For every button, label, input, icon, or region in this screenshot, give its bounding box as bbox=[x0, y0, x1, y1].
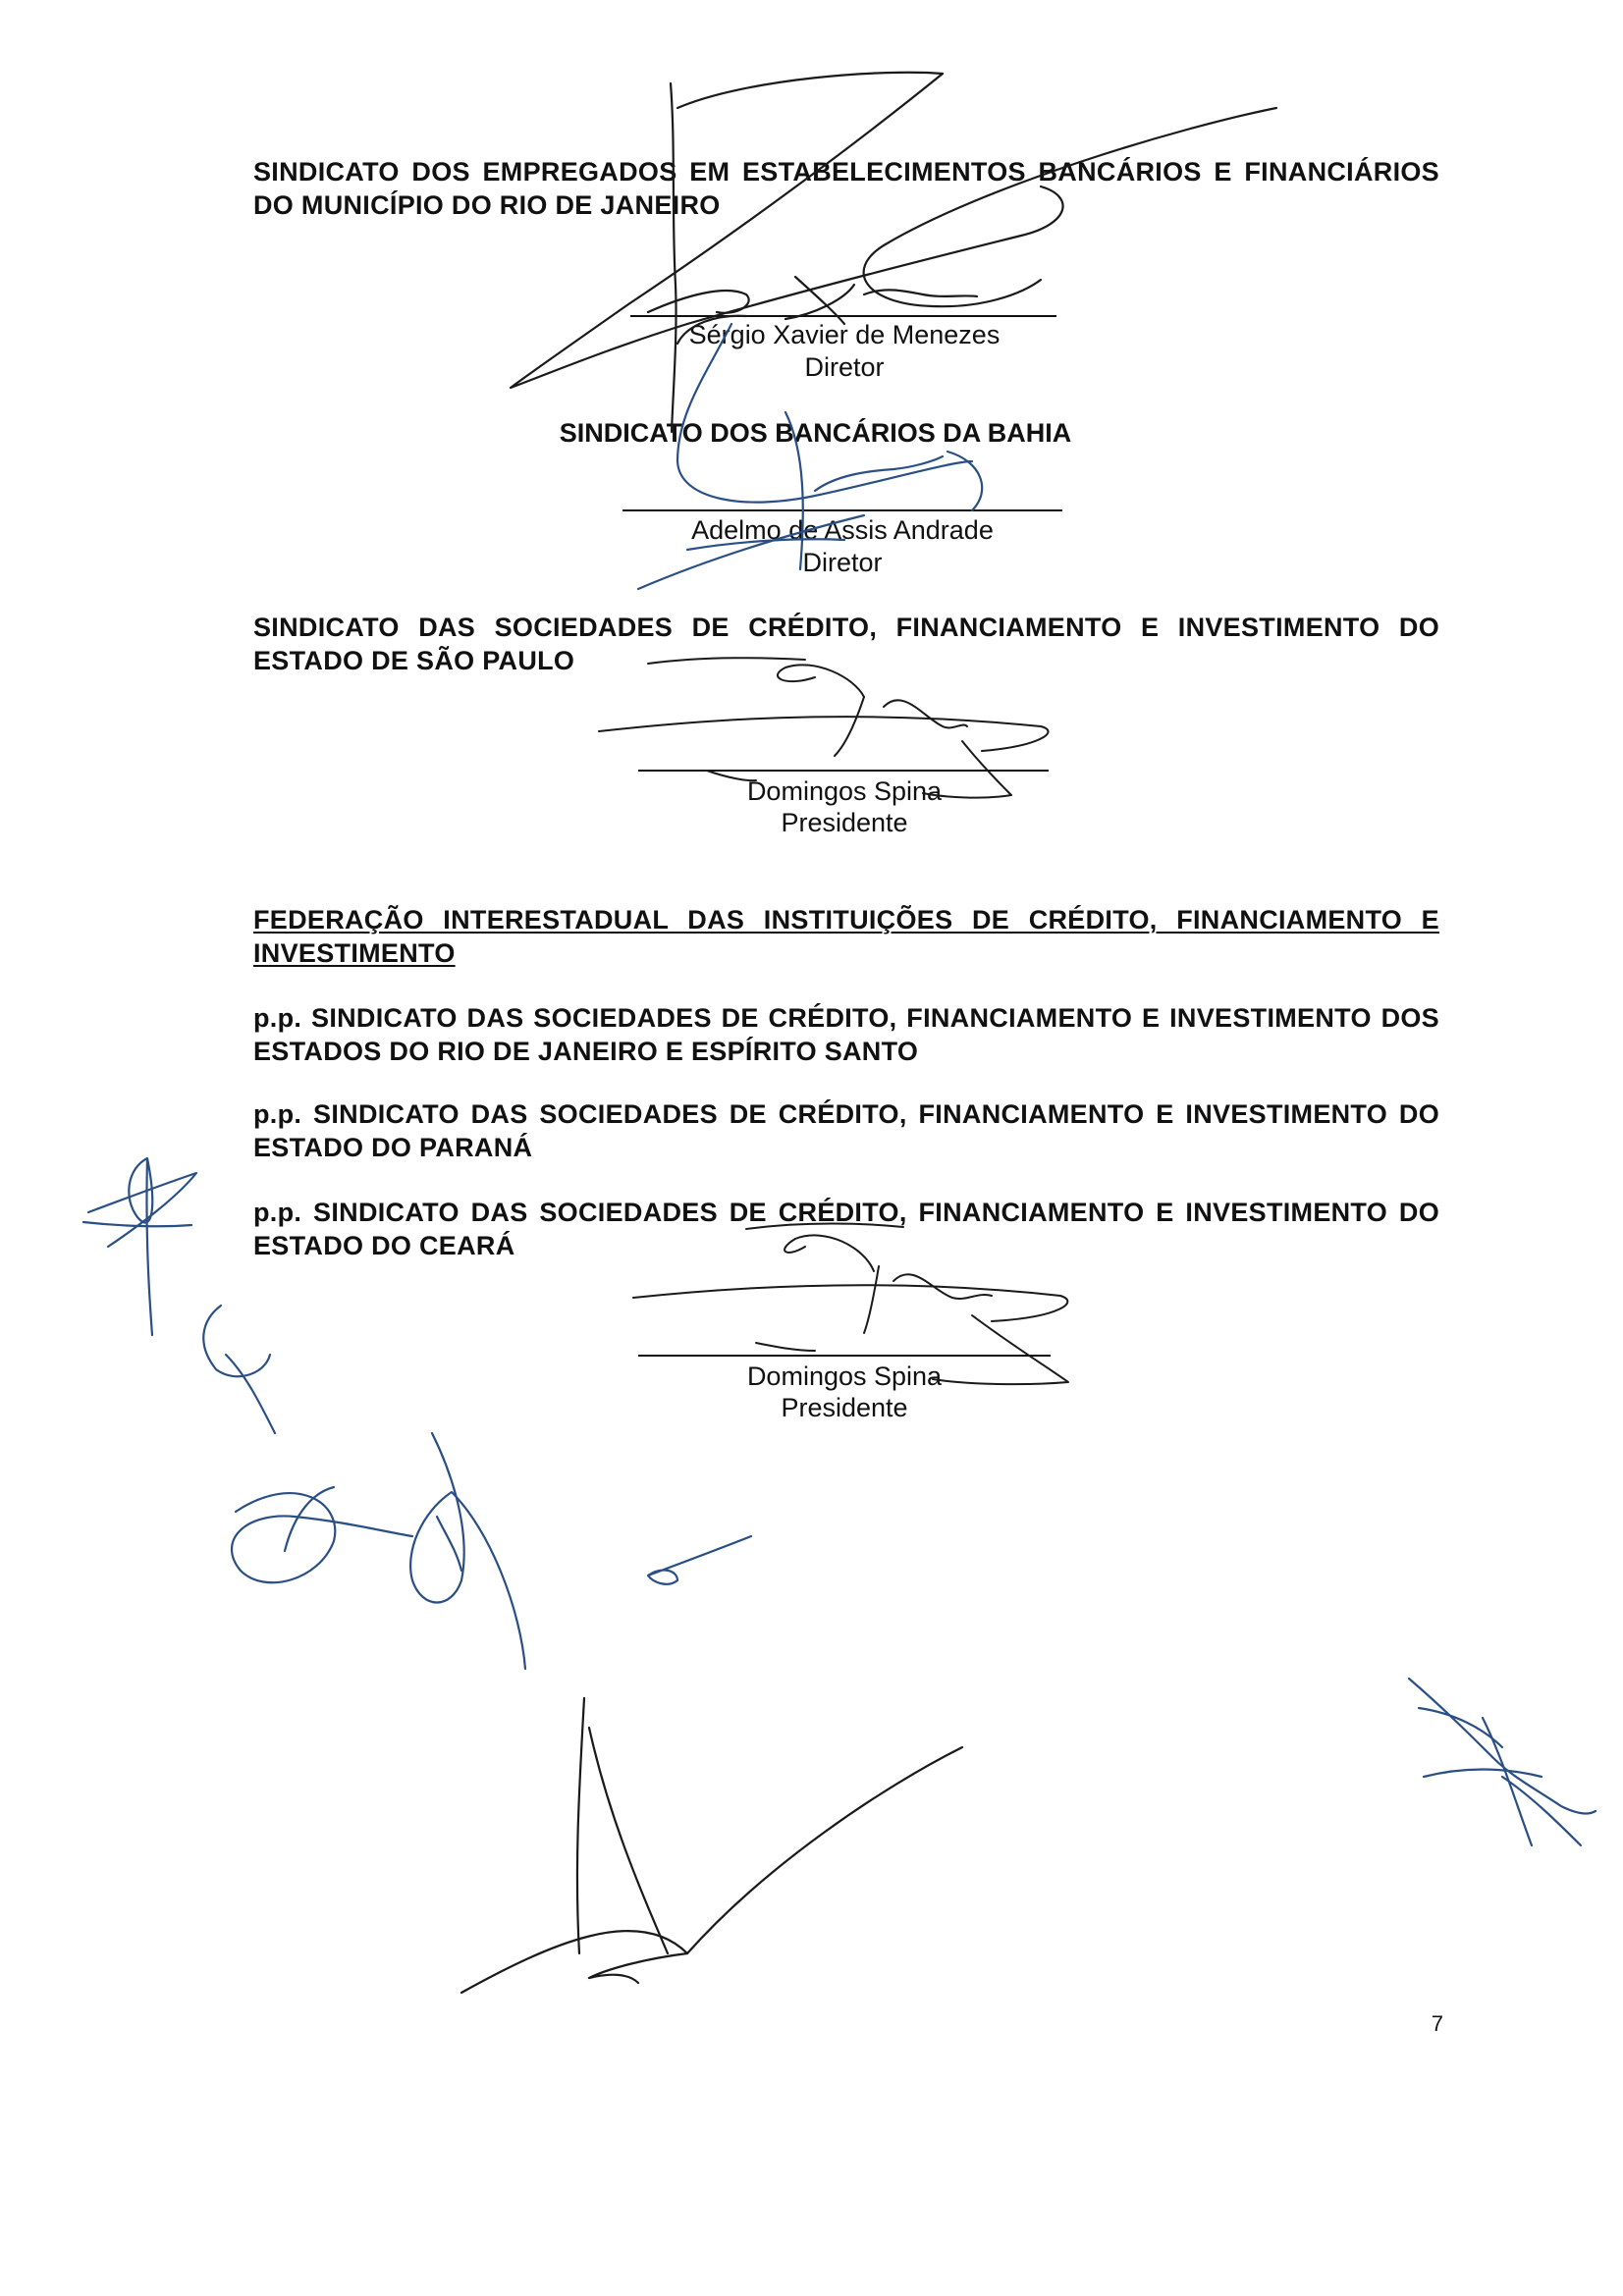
party-3-signature-line bbox=[638, 770, 1049, 772]
party-1-heading: SINDICATO DOS EMPREGADOS EM ESTABELECIMENTOS BANCÁRIOS E FINANCIÁRIOS DO MUNICÍPIO DO RIO DE JANEIRO bbox=[253, 157, 1439, 220]
federation-heading: FEDERAÇÃO INTERESTADUAL DAS INSTITUIÇÕES DE CRÉDITO, FINANCIAMENTO E INVESTIMENTO bbox=[253, 905, 1439, 968]
initials-bottom bbox=[461, 1698, 962, 1993]
federation-signature-line bbox=[638, 1355, 1051, 1357]
party-1-signature-line bbox=[630, 315, 1056, 317]
initials-right-margin bbox=[1409, 1679, 1596, 1845]
party-2-heading: SINDICATO DOS BANCÁRIOS DA BAHIA bbox=[559, 418, 1072, 448]
party-1-signer-name: Sérgio Xavier de Menezes bbox=[688, 320, 1001, 349]
federation-signer-name: Domingos Spina bbox=[746, 1362, 943, 1391]
party-3-signer-title: Presidente bbox=[781, 808, 908, 837]
federation-signer-title: Presidente bbox=[781, 1393, 908, 1422]
pp-item-1: p.p. SINDICATO DAS SOCIEDADES DE CRÉDITO, FINANCIAMENTO E INVESTIMENTO DOS ESTADOS DO RIO DE JANEIRO E ESPÍRITO SANTO bbox=[253, 1003, 1439, 1066]
party-2-signer-name: Adelmo de Assis Andrade bbox=[691, 515, 994, 545]
pp-item-2: p.p. SINDICATO DAS SOCIEDADES DE CRÉDITO, FINANCIAMENTO E INVESTIMENTO DO ESTADO DO PARANÁ bbox=[253, 1099, 1439, 1162]
pp-item-3: p.p. SINDICATO DAS SOCIEDADES DE CRÉDITO, FINANCIAMENTO E INVESTIMENTO DO ESTADO DO CEARÁ bbox=[253, 1198, 1439, 1260]
party-2-signer-title: Diretor bbox=[802, 548, 883, 577]
party-1-signer-title: Diretor bbox=[804, 352, 885, 382]
party-3-heading: SINDICATO DAS SOCIEDADES DE CRÉDITO, FINANCIAMENTO E INVESTIMENTO DO ESTADO DE SÃO PAULO bbox=[253, 613, 1439, 675]
party-2-signature-line bbox=[622, 509, 1062, 511]
page-number: 7 bbox=[1431, 2011, 1443, 2036]
party-3-signer-name: Domingos Spina bbox=[746, 776, 943, 806]
